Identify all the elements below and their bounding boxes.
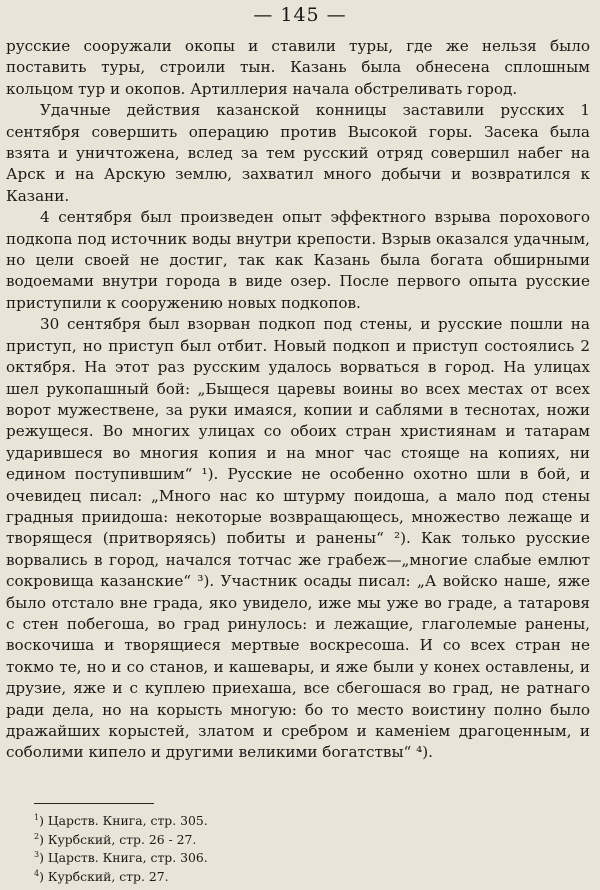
footnote-divider: [34, 803, 154, 804]
paragraph-1: русские сооружали окопы и ставили туры, где же нельзя было поставить туры, строили тын. Казань была обнесена сплошным кольцом тур и окопов. Артиллерия начала обстреливать город.: [6, 37, 590, 98]
body-text: [6, 36, 590, 764]
paragraph-3: 4 сентября был произведен опыт эффектного взрыва порохового подкопа под источник воды внутри крепости. Взрыв оказался удачным, но цели своей не достиг, так как Казань была богата обширными водоемами внутри города в виде озер. После первого опыта русские приступили к сооружению новых подкопов.: [6, 208, 590, 312]
footnote-text: ) Царств. Книга, стр. 305.: [39, 813, 208, 828]
footnote-item: [34, 812, 414, 831]
footnote-item: [34, 831, 414, 850]
footnote-item: [34, 849, 414, 868]
paragraph-4: 30 сентября был взорван подкоп под стены, и русские пошли на приступ, но приступ был отбит. Новый подкоп и приступ состоялись 2 октября. На этот раз русским удалось ворваться в город. На улицах шел рукопашный бой: „Быщеся царевы воины во всех местах от всех ворот мужествене, за руки имаяся, копии и саблями в теснотах, ножи режущеся. Во многих улицах со обоих стран християнам и татарам ударившеся во многия копия и на мног час стояще на копиях, ни едином поступившим“ ¹). Русские не особенно охотно шли в бой, и очевидец писал: „Много нас ко штурму поидоша, а мало под стены градныя приидоша: некоторые возвращающесь, множество лежаще и творящеся (притворяясь) побиты и ранены“ ²). Как только русские ворвались в город, начался тотчас же грабеж—„многие слабые емлют сокровища казанские“ ³). Участник осады писал: „А войско наше, яже было отстало вне града, яко увидело, иже мы уже во граде, а татаровя с стен побегоша, во град ринулось: и лежащие, глаголемые ранены, воскочиша и творящиеся мертвые воскресоша. И со всех стран не токмо те, но и со станов, и кашевары, и яже были у конех оставлены, и друзие, яже и с куплею приехаша, все сбегошася во град, не ратнаго ради дела, но на корысть многую: бо то место воистину полно было дражайших корыстей, златом и сребром и каменіем драгоценным, и соболими кипело и другими великими богатствы“ ⁴).: [6, 315, 590, 762]
footnote-text: ) Царств. Книга, стр. 306.: [39, 850, 208, 866]
paragraph-2: Удачные действия казанской конницы заставили русских 1 сентября совершить операцию против Высокой горы. Засека была взята и уничтожена, вслед за тем русский отряд совершил набег на Арск и на Арскую землю, захватил много добычи и возвратился к Казани.: [6, 101, 590, 205]
footnote-mark: 3: [34, 850, 40, 860]
footnote-mark: 2: [34, 831, 40, 841]
footnote-text: ) Курбский, стр. 27.: [39, 868, 169, 884]
page-number: — 145 —: [253, 4, 347, 26]
footnotes: [34, 812, 414, 886]
footnote-item: [34, 868, 414, 887]
footnote-mark: 4: [34, 868, 40, 878]
footnote-text: ) Курбский, стр. 26 - 27.: [39, 831, 197, 847]
footnote-mark: 1: [34, 812, 40, 822]
